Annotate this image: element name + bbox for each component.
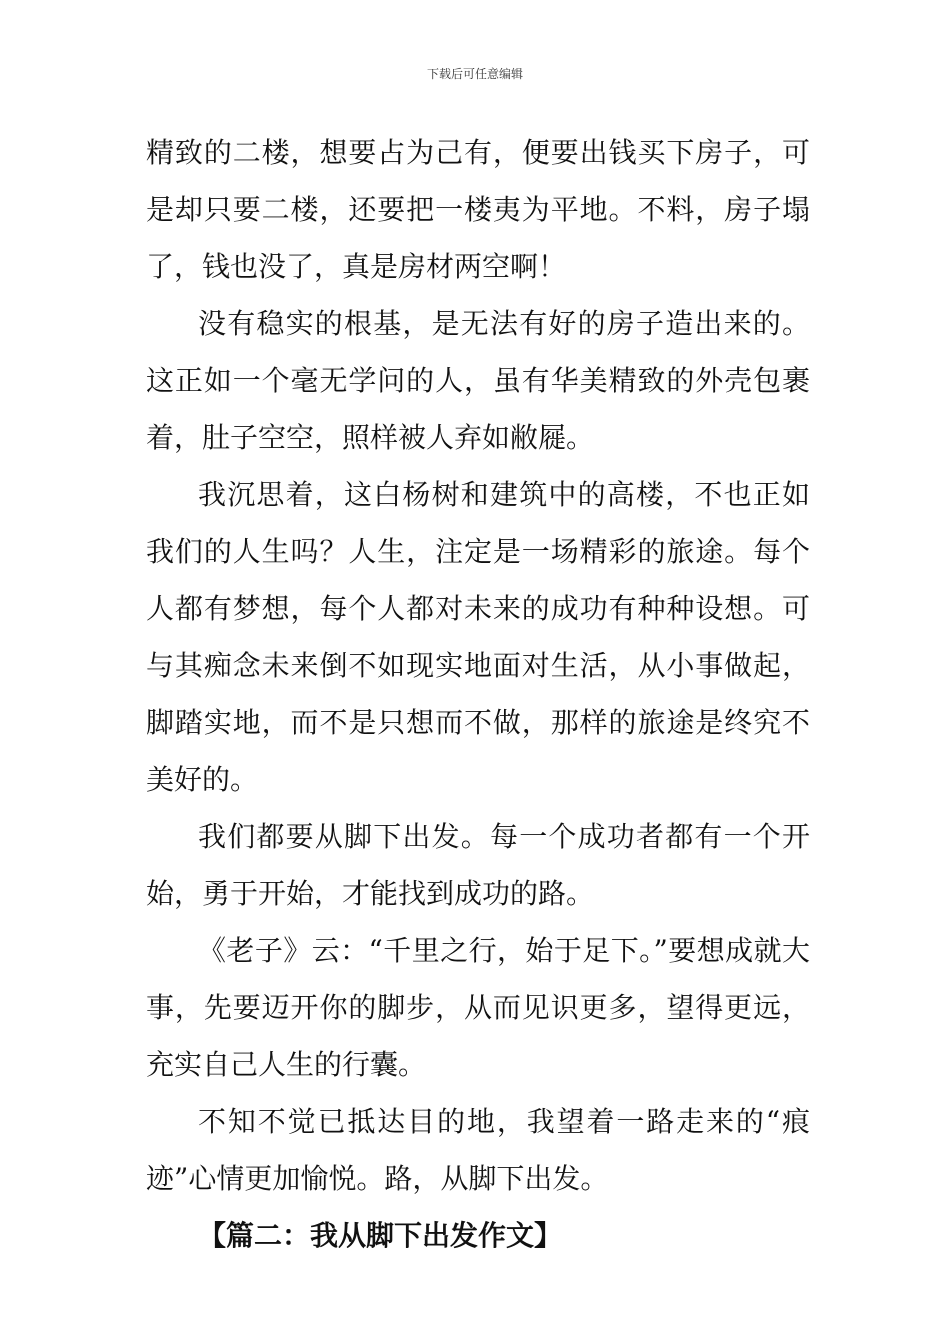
paragraph-5: 《老子》云：“千里之行，始于足下。”要想成就大事，先要迈开你的脚步，从而见识更多，望得更远，充实自己人生的行囊。 [146, 934, 810, 1081]
section-heading: 【篇二：我从脚下出发作文】 [198, 1219, 563, 1252]
document-body [146, 124, 810, 1264]
paragraph-4: 我们都要从脚下出发。每一个成功者都有一个开始，勇于开始，才能找到成功的路。 [146, 820, 810, 910]
paragraph-1: 精致的二楼，想要占为己有，便要出钱买下房子，可是却只要二楼，还要把一楼夷为平地。不料，房子塌了，钱也没了，真是房材两空啊！ [146, 136, 810, 283]
paragraph-6: 不知不觉已抵达目的地，我望着一路走来的“痕迹”心情更加愉悦。路，从脚下出发。 [146, 1105, 810, 1195]
page-header-note: 下载后可任意编辑 [426, 67, 523, 81]
paragraph-2: 没有稳实的根基，是无法有好的房子造出来的。这正如一个毫无学问的人，虽有华美精致的外壳包裹着，肚子空空，照样被人弃如敝屣。 [146, 307, 810, 454]
paragraph-3: 我沉思着，这白杨树和建筑中的高楼，不也正如我们的人生吗？人生，注定是一场精彩的旅途。每个人都有梦想，每个人都对未来的成功有种种设想。可与其痴念未来倒不如现实地面对生活，从小事做起，脚踏实地，而不是只想而不做，那样的旅途是终究不美好的。 [146, 478, 810, 796]
